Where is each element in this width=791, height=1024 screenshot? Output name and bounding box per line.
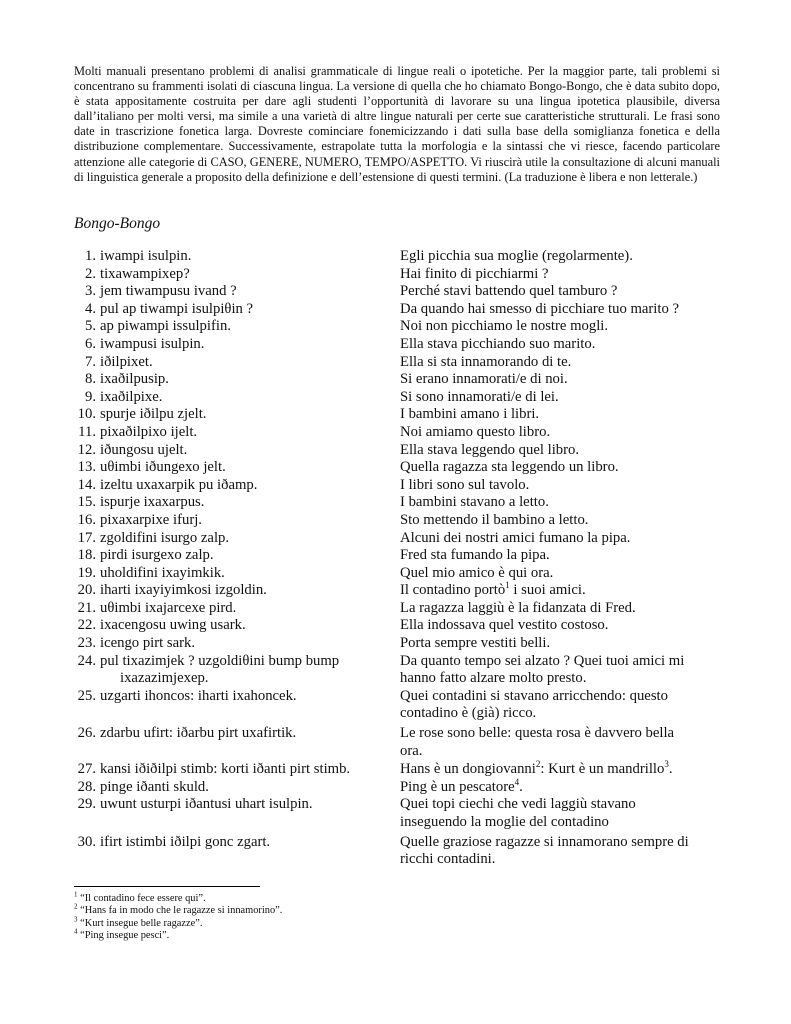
translation [400, 776, 716, 797]
footnote-mark: 2 [74, 902, 78, 911]
row-number: 12. [77, 441, 96, 458]
footnote [74, 927, 282, 942]
translation: Sto mettendo il bambino a letto. [400, 511, 589, 528]
translation: Porta sempre vestiti belli. [400, 635, 551, 652]
translation: Quel mio amico è qui ora. [400, 564, 554, 581]
translation-part: . [519, 778, 523, 795]
row-number: 26. [77, 725, 96, 742]
translation: Perché stavi battendo quel tamburo ? [400, 283, 618, 300]
bongo-sentence: ixaðilpusip. [100, 371, 169, 388]
translation-line: contadino è (già) ricco. [400, 705, 537, 722]
bongo-line: ixazazimjexep. [120, 670, 209, 687]
translation [400, 653, 716, 688]
row-number: 25. [77, 687, 96, 704]
sentence-row [74, 512, 720, 530]
sentence-row [74, 653, 720, 688]
footnote-ref: 3 [664, 759, 669, 770]
sentence-row [74, 547, 720, 565]
translation: Ella stava leggendo quel libro. [400, 441, 580, 458]
bongo-sentence: zgoldifini isurgo zalp. [100, 529, 230, 546]
bongo-sentence: uwunt usturpi iðantusi uhart isulpin. [100, 796, 313, 813]
translation-part: : Kurt è un mandrillo [540, 761, 665, 778]
sentence-row [74, 442, 720, 460]
footnote-separator [74, 886, 260, 887]
intro-paragraph: Molti manuali presentano problemi di analisi grammaticale di lingue reali o ipotetiche. Per la maggior parte, tali problemi si concentrano su frammenti isolati di ciascuna lingua. La versione di quella che ho chiamato Bongo-Bongo, che è data subito dopo, è stata appositamente costruita per dare agli studenti l’opportunità di lavorare su una lingua ipotetica plausibile, diversa dall’italiano per molti versi, ma simile a una varietà di altre lingue naturali per certe sue caratteristiche strutturali. Le frasi sono date in trascrizione fonetica larga. Dovreste cominciare fonemicizzando i dati sulla base della somiglianza fonetica e della distribuzione complementare. Successivamente, estrapolate tutta la morfologia e la sintassi che vi riesce, facendo particolare attenzione alle categorie di CASO, GENERE, NUMERO, TEMPO/ASPETTO. Vi riuscirà utile la consultazione di alcuni manuali di linguistica generale a proposito della definizione e dell’estensione di questi termini. (La traduzione è libera e non letterale.) [74, 64, 720, 184]
translation: Noi amiamo questo libro. [400, 423, 551, 440]
bongo-sentence: pixaðilpixo ijelt. [100, 423, 198, 440]
bongo-sentence: tixawampixep? [100, 265, 190, 282]
sentence-list [74, 248, 720, 869]
row-number: 15. [77, 494, 96, 511]
bongo-sentence: izeltu uxaxarpik pu iðamp. [100, 476, 258, 493]
translation: La ragazza laggiù è la fidanzata di Fred. [400, 599, 636, 616]
footnote-text: “Kurt insegue belle ragazze”. [80, 917, 203, 929]
translation: Alcuni dei nostri amici fumano la pipa. [400, 529, 631, 546]
translation-line: Quelle graziose ragazze si innamorano sempre di [400, 833, 689, 850]
bongo-sentence: ixaðilpixe. [100, 388, 163, 405]
row-number: 27. [77, 761, 96, 778]
footnote [74, 902, 283, 917]
bongo-line: pul tixazimjek ? uzgoldiθini bump bump [100, 652, 340, 669]
bongo-sentence [100, 653, 400, 688]
row-number: 24. [77, 652, 96, 669]
sentence-row [74, 459, 720, 477]
sentence-row [74, 248, 720, 266]
sentence-row [74, 530, 720, 548]
row-number: 30. [77, 833, 96, 850]
bongo-sentence: iðilpixet. [100, 353, 153, 370]
sentence-row [74, 301, 720, 319]
row-number: 5. [84, 318, 96, 335]
translation: Da quando hai smesso di picchiare tuo marito ? [400, 300, 679, 317]
translation [400, 725, 716, 760]
translation [400, 582, 716, 600]
translation: Ella si sta innamorando di te. [400, 353, 572, 370]
bongo-sentence: uzgarti ihoncos: iharti ixahoncek. [100, 687, 297, 704]
row-number: 19. [77, 564, 96, 581]
row-number: 9. [84, 388, 96, 405]
footnote-text: “Il contadino fece essere qui”. [80, 893, 206, 904]
bongo-sentence: uθimbi ixajarcexe pird. [100, 599, 237, 616]
sentence-row [74, 582, 720, 600]
sentence-row [74, 318, 720, 336]
sentence-row [74, 725, 720, 760]
translation: I bambini amano i libri. [400, 406, 540, 423]
sentence-row [74, 336, 720, 354]
section-title: Bongo-Bongo [74, 215, 161, 232]
translation: Hai finito di picchiarmi ? [400, 265, 549, 282]
bongo-sentence: jem tiwampusu ivand ? [100, 283, 237, 300]
footnote [74, 915, 282, 930]
sentence-row [74, 834, 720, 869]
row-number: 6. [84, 335, 96, 352]
sentence-row [74, 565, 720, 583]
bongo-sentence: kansi iðiðilpi stimb: korti iðanti pirt stimb. [100, 761, 351, 778]
footnote-ref: 1 [505, 580, 510, 591]
row-number: 1. [84, 248, 96, 264]
translation-line: inseguendo la moglie del contadino [400, 814, 609, 830]
row-number: 21. [77, 599, 96, 616]
row-number: 3. [84, 283, 96, 300]
row-number: 17. [77, 529, 96, 546]
translation: I libri sono sul tavolo. [400, 476, 530, 493]
footnote-mark: 1 [74, 890, 78, 899]
sentence-row [74, 776, 720, 797]
sentence-row [74, 635, 720, 653]
bongo-sentence: ap piwampi issulpifin. [100, 318, 231, 335]
bongo-sentence: ifirt istimbi iðilpi gonc zgart. [100, 833, 271, 850]
footnote-ref: 4 [514, 776, 520, 787]
sentence-row [74, 424, 720, 442]
row-number: 16. [77, 511, 96, 528]
bongo-sentence: pirdi isurgexo zalp. [100, 547, 214, 564]
row-number: 8. [84, 371, 96, 388]
footnote-text: “Hans fa in modo che le ragazze si innamorino”. [80, 905, 283, 917]
sentence-row [74, 406, 720, 424]
translation [400, 761, 716, 779]
translation-part: . [668, 761, 673, 778]
sentence-row [74, 761, 720, 779]
bongo-sentence: iðungosu ujelt. [100, 441, 188, 458]
translation: Egli picchia sua moglie (regolarmente). [400, 248, 633, 264]
row-number: 14. [77, 476, 96, 493]
bongo-sentence: pixaxarpixe ifurj. [100, 511, 202, 528]
row-number: 22. [77, 617, 96, 634]
translation [400, 796, 716, 831]
bongo-sentence: iharti ixayiyimkosi izgoldin. [100, 582, 267, 599]
row-number: 29. [77, 796, 96, 813]
row-number: 10. [77, 406, 96, 423]
translation-line: Da quanto tempo sei alzato ? Quei tuoi amici mi [400, 652, 685, 669]
bongo-sentence: zdarbu ufirt: iðarbu pirt uxafirtik. [100, 725, 297, 742]
bongo-sentence: uholdifini ixayimkik. [100, 564, 225, 581]
translation-part: Hans è un dongiovanni [400, 761, 536, 778]
row-number: 13. [77, 459, 96, 476]
translation-line: Quei topi ciechi che vedi laggiù stavano [400, 796, 636, 813]
bongo-sentence: pinge iðanti skuld. [100, 778, 209, 795]
translation-line: ora. [400, 742, 423, 759]
sentence-row [74, 494, 720, 512]
bongo-sentence: iwampusi isulpin. [100, 335, 205, 352]
row-number: 20. [77, 582, 96, 599]
translation-line: Quei contadini si stavano arricchendo: questo [400, 687, 668, 704]
translation-part: i suoi amici. [509, 582, 586, 599]
translation-line: hanno fatto alzare molto presto. [400, 670, 587, 687]
translation: Fred sta fumando la pipa. [400, 547, 550, 564]
bongo-sentence: pul ap tiwampi isulpiθin ? [100, 300, 254, 317]
translation-part: Il contadino portò [400, 582, 506, 599]
footnote-mark: 3 [74, 915, 78, 924]
translation: Ella indossava quel vestito costoso. [400, 617, 609, 634]
sentence-row [74, 354, 720, 372]
translation: Noi non picchiamo le nostre mogli. [400, 318, 609, 335]
sentence-row [74, 266, 720, 284]
row-number: 23. [77, 635, 96, 652]
translation [400, 834, 716, 869]
translation: I bambini stavano a letto. [400, 494, 549, 511]
footnote-text: “Ping insegue pesci”. [80, 929, 170, 941]
translation-part: Ping è un pescatore [400, 778, 515, 795]
translation [400, 688, 716, 723]
row-number: 4. [84, 300, 96, 317]
row-number: 2. [84, 265, 96, 282]
row-number: 7. [84, 353, 96, 370]
bongo-sentence: icengo pirt sark. [100, 635, 196, 652]
translation: Si erano innamorati/e di noi. [400, 371, 568, 388]
bongo-sentence: spurje iðilpu zjelt. [100, 406, 207, 423]
sentence-row [74, 283, 720, 301]
footnote [74, 890, 282, 905]
translation: Quella ragazza sta leggendo un libro. [400, 459, 619, 476]
sentence-row [74, 389, 720, 407]
sentence-row [74, 796, 720, 831]
row-number: 18. [77, 547, 96, 564]
sentence-row [74, 371, 720, 389]
translation: Si sono innamorati/e di lei. [400, 388, 559, 405]
sentence-row [74, 617, 720, 635]
bongo-sentence: ispurje ixaxarpus. [100, 494, 205, 511]
footnote-ref: 2 [535, 759, 541, 770]
bongo-sentence: iwampi isulpin. [100, 248, 192, 264]
bongo-sentence: uθimbi iðungexo jelt. [100, 459, 226, 476]
row-number: 11. [78, 423, 96, 440]
row-number: 28. [77, 778, 96, 795]
footnote-mark: 4 [74, 927, 78, 936]
sentence-row [74, 600, 720, 618]
sentence-row [74, 688, 720, 723]
translation-line: ricchi contadini. [400, 851, 496, 868]
bongo-sentence: ixacengosu uwing usark. [100, 617, 246, 634]
sentence-row [74, 477, 720, 495]
footnotes [74, 890, 283, 942]
translation: Ella stava picchiando suo marito. [400, 335, 596, 352]
translation-line: Le rose sono belle: questa rosa è davvero bella [400, 725, 675, 742]
